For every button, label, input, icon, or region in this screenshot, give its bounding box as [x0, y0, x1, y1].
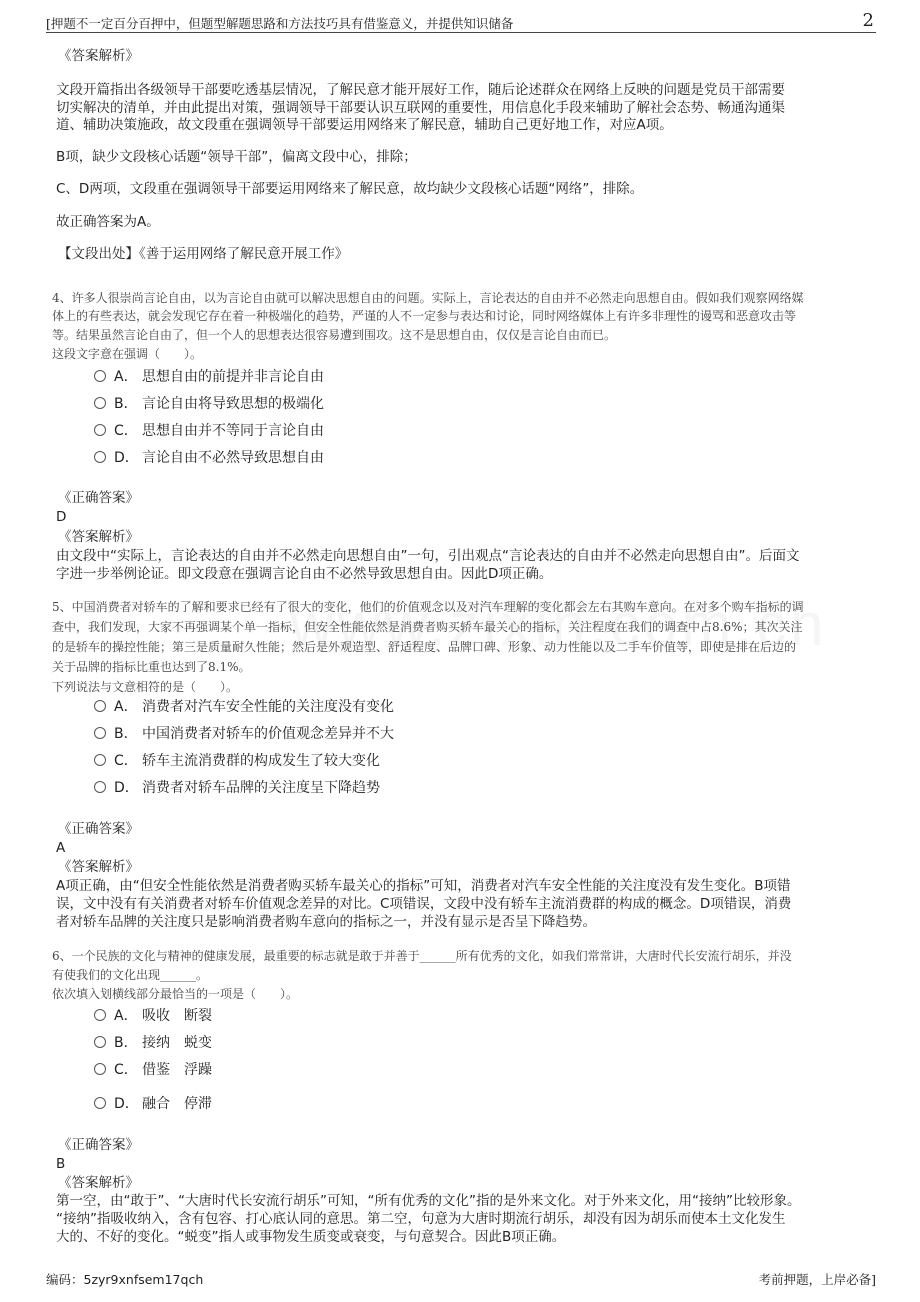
- answer-label: 《正确答案》: [58, 1137, 139, 1153]
- option-b[interactable]: B． 中国消费者对轿车的价值观念差异并不大: [94, 723, 394, 745]
- question-stem-line: 6、一个民族的文化与精神的健康发展，最重要的标志就是敢于并善于______所有优秀的文化，如我们常常讲，大唐时代长安流行胡乐，并没: [52, 949, 792, 963]
- option-text: 融合 停滞: [142, 1096, 212, 1112]
- page-header: [46, 10, 876, 33]
- analysis-line: 切实解决的清单，并由此提出对策，强调领导干部要认识互联网的重要性，用信息化手段来辅助了解社会态势、畅通沟通渠: [56, 100, 785, 116]
- radio-icon[interactable]: [94, 451, 106, 463]
- option-text: 思想自由并不等同于言论自由: [142, 423, 324, 439]
- b-option-note: B项，缺少文段核心话题“领导干部”，偏离文段中心，排除；: [56, 149, 417, 165]
- question-stem-line: 关于品牌的指标比重也达到了8.1%。: [52, 660, 251, 674]
- analysis-label: 《答案解析》: [58, 48, 139, 64]
- option-text: 言论自由将导致思想的极端化: [142, 396, 324, 412]
- source-citation: 【文段出处】《善于运用网络了解民意开展工作》: [58, 246, 349, 262]
- question-prompt: 下列说法与文意相符的是（ ）。: [52, 680, 239, 694]
- option-a[interactable]: A． 思想自由的前提并非言论自由: [94, 366, 324, 388]
- option-text: 接纳 蜕变: [142, 1035, 212, 1051]
- analysis-line: 文段开篇指出各级领导干部要吃透基层情况，了解民意才能开展好工作，随后论述群众在网络上反映的问题是党员干部需要: [56, 82, 785, 98]
- option-text: 轿车主流消费群的构成发生了较大变化: [142, 753, 380, 769]
- conclusion: 故正确答案为A。: [56, 214, 160, 230]
- option-b[interactable]: B． 接纳 蜕变: [94, 1032, 212, 1054]
- radio-icon[interactable]: [94, 754, 106, 766]
- option-text: 消费者对汽车安全性能的关注度没有变化: [142, 699, 394, 715]
- option-text: 思想自由的前提并非言论自由: [142, 369, 324, 385]
- radio-icon[interactable]: [94, 1009, 106, 1021]
- answer-label: 《正确答案》: [58, 490, 139, 506]
- analysis-line: 字进一步举例论证。即文段意在强调言论自由不必然导致思想自由。因此D项正确。: [56, 566, 553, 582]
- option-c[interactable]: C． 轿车主流消费群的构成发生了较大变化: [94, 750, 380, 772]
- option-d[interactable]: D． 融合 停滞: [94, 1093, 212, 1115]
- option-text: 吸收 断裂: [142, 1008, 212, 1024]
- option-b[interactable]: B． 言论自由将导致思想的极端化: [94, 393, 324, 415]
- question-prompt: 这段文字意在强调（ ）。: [52, 347, 203, 361]
- option-text: 中国消费者对轿车的价值观念差异并不大: [142, 726, 394, 742]
- question-prompt: 依次填入划横线部分最恰当的一项是（ ）。: [52, 987, 299, 1001]
- answer-value: A: [56, 840, 66, 856]
- analysis-line: “接纳”指吸收纳入，含有包容、打心底认同的意思。第二空，句意为大唐时期流行胡乐，却没有因为胡乐而使本土文化发生: [56, 1211, 786, 1227]
- answer-value: B: [56, 1156, 66, 1172]
- header-title: [押题不一定百分百押中，但题型解题思路和方法技巧具有借鉴意义，并提供知识储备: [46, 16, 514, 31]
- option-text: 借鉴 浮躁: [142, 1062, 212, 1078]
- option-d[interactable]: D． 言论自由不必然导致思想自由: [94, 447, 324, 469]
- option-text: 消费者对轿车品牌的关注度呈下降趋势: [142, 780, 380, 796]
- radio-icon[interactable]: [94, 370, 106, 382]
- radio-icon[interactable]: [94, 781, 106, 793]
- question-stem-line: 体上的有些表达，就会发现它存在着一种极端化的趋势，严谨的人不一定参与表达和讨论，同时网络媒体上有许多非理性的谩骂和恶意攻击等: [52, 309, 797, 323]
- page-number: 2: [862, 10, 874, 31]
- analysis-line: 由文段中“实际上，言论表达的自由并不必然走向思想自由”一句，引出观点“言论表达的自由并不必然走向思想自由”。后面文: [56, 548, 800, 564]
- analysis-line: 大的、不好的变化。“蜕变”指人或事物发生质变或衰变，与句意契合。因此B项正确。: [56, 1229, 566, 1245]
- analysis-line: 道、辅助决策施政，故文段重在强调领导干部要运用网络来了解民意，辅助自己更好地工作，对应A项。: [56, 117, 673, 133]
- option-a[interactable]: A． 吸收 断裂: [94, 1005, 212, 1027]
- analysis-label: 《答案解析》: [58, 529, 139, 545]
- answer-label: 《正确答案》: [58, 821, 139, 837]
- cd-option-note: C、D两项，文段重在强调领导干部要运用网络来了解民意，故均缺少文段核心话题“网络”，排除。: [56, 181, 644, 197]
- analysis-label: 《答案解析》: [58, 859, 139, 875]
- option-d[interactable]: D． 消费者对轿车品牌的关注度呈下降趋势: [94, 777, 380, 799]
- radio-icon[interactable]: [94, 700, 106, 712]
- answer-value: D: [56, 509, 67, 525]
- question-stem-line: 5、中国消费者对轿车的了解和要求已经有了很大的变化，他们的价值观念以及对汽车理解的变化都会左右其购车意向。在对多个购车指标的调: [52, 600, 804, 614]
- analysis-line: A项正确，由“但安全性能依然是消费者购买轿车最关心的指标”可知，消费者对汽车安全性能的关注度没有发生变化。B项错: [56, 878, 791, 894]
- question-stem-line: 4、许多人很崇尚言论自由，以为言论自由就可以解决思想自由的问题。实际上，言论表达的自由并不必然走向思想自由。假如我们观察网络媒: [52, 291, 804, 305]
- analysis-line: 者对轿车品牌的关注度只是影响消费者购车意向的指标之一，并没有显示是否呈下降趋势。: [56, 914, 596, 930]
- option-c[interactable]: C． 思想自由并不等同于言论自由: [94, 420, 324, 442]
- question-stem-line: 查中，我们发现，大家不再强调某个单一指标，但安全性能依然是消费者购买轿车最关心的指标，关注程度在我们的调查中占8.6%；其次关注: [52, 620, 803, 634]
- question-stem-line: 的是轿车的操控性能；第三是质量耐久性能；然后是外观造型、舒适程度、品牌口碑、形象、动力性能以及二手车价值等，即使是排在后边的: [52, 640, 797, 654]
- question-stem-line: 有使我们的文化出现______。: [52, 968, 209, 982]
- option-c[interactable]: C． 借鉴 浮躁: [94, 1059, 212, 1081]
- footer-slogan: 考前押题，上岸必备]: [758, 1272, 876, 1287]
- option-text: 言论自由不必然导致思想自由: [142, 450, 324, 466]
- analysis-line: 第一空，由“敢于”、“大唐时代长安流行胡乐”可知，“所有优秀的文化”指的是外来文化。对于外来文化，用“接纳”比较形象。: [56, 1193, 801, 1209]
- radio-icon[interactable]: [94, 1063, 106, 1075]
- radio-icon[interactable]: [94, 1097, 106, 1109]
- radio-icon[interactable]: [94, 1036, 106, 1048]
- analysis-line: 误，文中没有有关消费者对轿车价值观念差异的对比。C项错误，文段中没有轿车主流消费群的构成的概念。D项错误，消费: [56, 896, 792, 912]
- radio-icon[interactable]: [94, 727, 106, 739]
- radio-icon[interactable]: [94, 397, 106, 409]
- analysis-label: 《答案解析》: [58, 1175, 139, 1191]
- radio-icon[interactable]: [94, 424, 106, 436]
- option-a[interactable]: A． 消费者对汽车安全性能的关注度没有变化: [94, 696, 394, 718]
- footer-code: 编码：5zyr9xnfsem17qch: [46, 1272, 204, 1287]
- question-stem-line: 等。结果虽然言论自由了，但一个人的思想表达很容易遭到围攻。这不是思想自由，仅仅是言论自由而已。: [52, 328, 617, 342]
